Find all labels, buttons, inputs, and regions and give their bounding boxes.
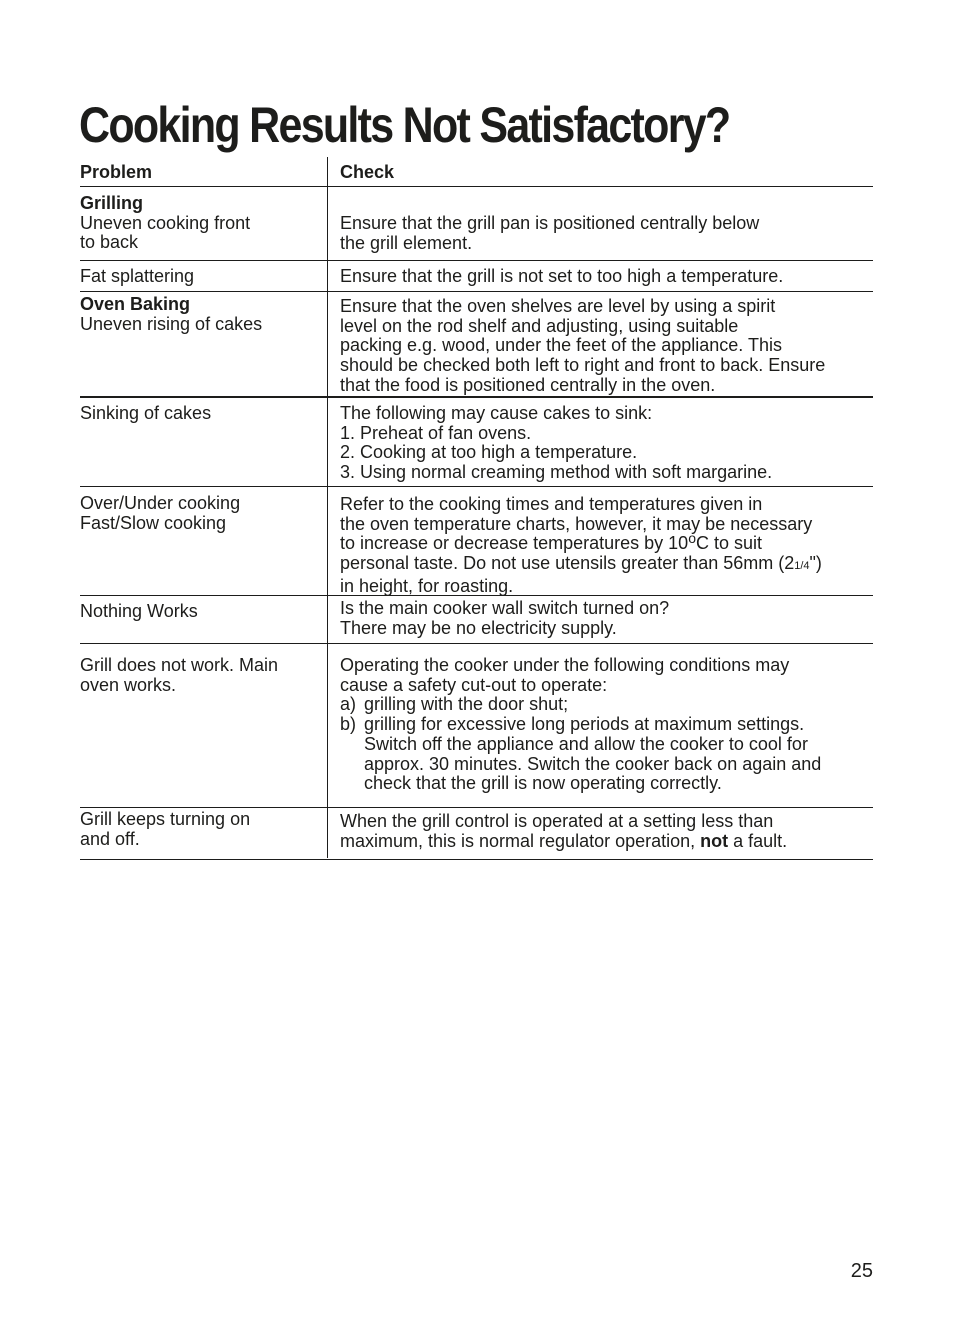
check-text-part: C to suit <box>695 533 763 554</box>
page-title: Cooking Results Not Satisfactory? <box>79 97 730 153</box>
check-text: Ensure that the grill pan is positioned centrally below <box>340 213 760 233</box>
problem-text: Over/Under cooking <box>80 493 241 513</box>
table-row <box>80 487 873 596</box>
check-text-part: ") <box>809 553 822 574</box>
check-text: 2. Cooking at too high a temperature. <box>340 442 638 463</box>
table-row <box>80 644 873 808</box>
check-text-part: maximum, this is normal regulator operation, <box>340 830 701 851</box>
check-text: level on the rod shelf and adjusting, using suitable <box>340 315 739 336</box>
table-row <box>80 187 873 261</box>
check-text <box>340 554 873 577</box>
check-text: Ensure that the oven shelves are level by using a spirit <box>340 296 776 316</box>
problem-text: Grill does not work. Main <box>80 655 279 675</box>
check-text-part: personal taste. Do not use utensils greater than 56mm (2 <box>340 553 795 574</box>
check-text: Refer to the cooking times and temperatures given in <box>340 494 763 514</box>
list-item <box>340 715 873 735</box>
problem-text: oven works. <box>80 674 177 695</box>
list-item <box>340 695 873 715</box>
problem-text: to back <box>80 232 139 253</box>
problem-text: and off. <box>80 828 140 849</box>
list-label: b) <box>340 714 357 735</box>
header-check: Check <box>340 162 395 182</box>
check-text: The following may cause cakes to sink: <box>340 403 653 423</box>
check-text: packing e.g. wood, under the feet of the appliance. This <box>340 335 782 356</box>
list-item-text: Switch off the appliance and allow the cooker to cool for <box>364 733 808 754</box>
table-row <box>80 261 873 292</box>
check-text: Operating the cooker under the following conditions may <box>340 655 790 675</box>
section-heading-oven-baking: Oven Baking <box>80 294 191 314</box>
check-text: should be checked both left to right and front to back. Ensure <box>340 355 826 376</box>
check-text-part: a fault. <box>728 830 788 851</box>
list-item-text: grilling with the door shut; <box>364 694 569 715</box>
problem-text: Fast/Slow cooking <box>80 512 227 533</box>
troubleshooting-table <box>80 157 873 860</box>
check-text: that the food is positioned centrally in the oven. <box>340 374 716 395</box>
fraction: 1/4 <box>794 560 810 573</box>
degree-symbol: o <box>688 530 696 547</box>
check-text: Ensure that the grill is not set to too high a temperature. <box>340 266 784 286</box>
check-text: the oven temperature charts, however, it may be necessary <box>340 513 813 534</box>
check-text: There may be no electricity supply. <box>340 617 617 638</box>
table-row <box>80 292 873 398</box>
table-row <box>80 808 873 860</box>
list-label: a) <box>340 694 357 715</box>
list-item-text: grilling for excessive long periods at maximum settings. <box>364 714 805 735</box>
check-text: When the grill control is operated at a setting less than <box>340 811 774 831</box>
page-number: 25 <box>850 1260 873 1282</box>
problem-text: Nothing Works <box>80 601 198 621</box>
check-text: in height, for roasting. <box>340 575 514 596</box>
check-text: Is the main cooker wall switch turned on? <box>340 598 670 618</box>
problem-text: Uneven rising of cakes <box>80 313 263 334</box>
list-item-text: approx. 30 minutes. Switch the cooker back on again and <box>364 753 822 774</box>
column-divider <box>327 157 328 858</box>
header-problem: Problem <box>80 162 153 182</box>
check-text <box>340 530 873 554</box>
check-text: cause a safety cut-out to operate: <box>340 674 608 695</box>
check-text: 1. Preheat of fan ovens. <box>340 422 532 443</box>
table-row <box>80 596 873 644</box>
problem-text: Uneven cooking front <box>80 212 251 233</box>
check-text-part: to increase or decrease temperatures by 10 <box>340 533 689 554</box>
check-text <box>340 832 873 852</box>
section-heading-grilling: Grilling <box>80 193 143 213</box>
check-text: the grill element. <box>340 232 473 253</box>
check-text: 3. Using normal creaming method with soft margarine. <box>340 462 773 483</box>
problem-text: Grill keeps turning on <box>80 809 251 829</box>
table-row <box>80 398 873 487</box>
problem-text: Fat splattering <box>80 266 195 286</box>
emphasis-not: not <box>700 830 729 851</box>
list-item-text: check that the grill is now operating correctly. <box>364 773 722 794</box>
problem-text: Sinking of cakes <box>80 403 212 423</box>
table-header-row <box>80 157 873 187</box>
